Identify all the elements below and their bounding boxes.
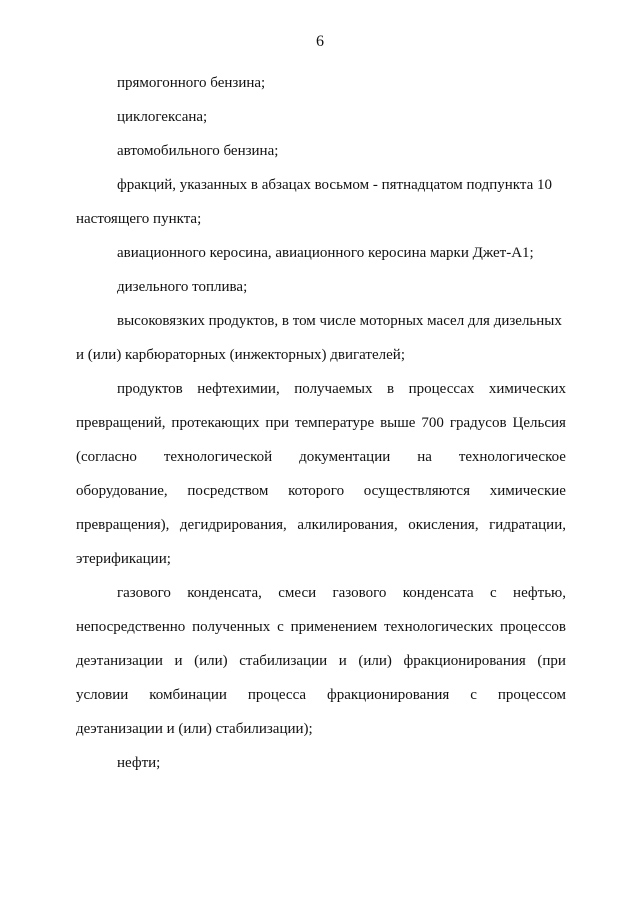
word: газового	[332, 585, 387, 601]
justified-line	[76, 610, 566, 644]
word: фракционирования	[327, 687, 450, 703]
word: технологических	[384, 619, 494, 635]
word: документации	[299, 449, 391, 465]
word: технологической	[163, 449, 273, 465]
paragraph-line: и (или) карбюраторных (инжекторных) двигателей;	[76, 347, 405, 363]
word: нефтехимии,	[197, 381, 280, 397]
word: 700	[421, 415, 444, 431]
word: и	[174, 653, 183, 669]
word: химические	[489, 483, 566, 499]
word: алкилирования,	[297, 517, 398, 533]
word: (при	[537, 653, 566, 669]
word: Цельсия	[512, 415, 566, 431]
word: гидратации,	[489, 517, 566, 533]
word: химических	[488, 381, 566, 397]
paragraph-fractions	[76, 168, 566, 236]
justified-line	[76, 372, 566, 406]
paragraph-line: дизельного топлива;	[117, 279, 248, 295]
paragraph-line: авиационного керосина, авиационного керосина марки Джет-А1;	[117, 245, 534, 261]
word: нефтью,	[513, 585, 566, 601]
justified-line	[76, 440, 566, 474]
word: с	[277, 619, 284, 635]
word: с	[470, 687, 477, 703]
paragraph-line: высоковязких продуктов, в том числе моторных масел для дизельных	[117, 313, 562, 329]
word: фракционирования	[403, 653, 526, 669]
word: выше	[380, 415, 416, 431]
word: (согласно	[76, 449, 137, 465]
word: конденсата,	[187, 585, 262, 601]
word: превращений,	[76, 415, 166, 431]
word: комбинации	[149, 687, 227, 703]
word: стабилизации	[239, 653, 328, 669]
justified-line	[76, 576, 566, 610]
paragraph-straight-run-gasoline	[76, 66, 566, 100]
word: применением	[290, 619, 378, 635]
word: осуществляются	[363, 483, 470, 499]
paragraph-line: деэтанизации и (или) стабилизации);	[76, 721, 313, 737]
paragraph-high-viscosity-products	[76, 304, 566, 372]
word: продуктов	[117, 381, 183, 397]
justified-line	[76, 644, 566, 678]
word: процесса	[247, 687, 307, 703]
word: получаемых	[294, 381, 373, 397]
paragraph-aviation-kerosene	[76, 236, 566, 270]
word: процессах	[408, 381, 475, 397]
paragraph-gas-condensate	[76, 576, 566, 746]
paragraph-line: прямогонного бензина;	[117, 75, 266, 91]
paragraph-line: циклогексана;	[117, 109, 208, 125]
word: конденсата	[402, 585, 474, 601]
word: посредством	[187, 483, 269, 499]
paragraph-line: фракций, указанных в абзацах восьмом - пятнадцатом подпункта 10	[117, 177, 553, 193]
word: окисления,	[408, 517, 479, 533]
paragraph-line: настоящего пункта;	[76, 211, 202, 227]
word: градусов	[449, 415, 507, 431]
word: смеси	[278, 585, 317, 601]
paragraph-line: автомобильного бензина;	[117, 143, 279, 159]
word: дегидрирования,	[179, 517, 287, 533]
word: при	[265, 415, 289, 431]
paragraph-line: нефти;	[117, 755, 161, 771]
word: газового	[117, 585, 171, 601]
word: с	[490, 585, 497, 601]
word: условии	[76, 687, 129, 703]
word: на	[417, 449, 432, 465]
page-number: 6	[316, 33, 324, 50]
word: деэтанизации	[76, 653, 163, 669]
word: оборудование,	[76, 483, 168, 499]
word: технологическое	[458, 449, 566, 465]
paragraph-oil	[76, 746, 566, 780]
word: процессов	[499, 619, 566, 635]
paragraph-petrochemical-products	[76, 372, 566, 576]
word: (или)	[194, 653, 228, 669]
word: процессом	[497, 687, 566, 703]
justified-line	[76, 474, 566, 508]
justified-line	[76, 406, 566, 440]
paragraph-diesel-fuel	[76, 270, 566, 304]
word: превращения),	[76, 517, 170, 533]
paragraph-cyclohexane	[76, 100, 566, 134]
word: непосредственно	[76, 619, 186, 635]
justified-line	[76, 508, 566, 542]
word: температуре	[294, 415, 375, 431]
paragraph-motor-gasoline	[76, 134, 566, 168]
word: которого	[288, 483, 345, 499]
word: полученных	[192, 619, 271, 635]
word: в	[387, 381, 395, 397]
word: и	[338, 653, 347, 669]
word: протекающих	[171, 415, 260, 431]
word: (или)	[358, 653, 392, 669]
justified-line	[76, 678, 566, 712]
paragraph-line: этерификации;	[76, 551, 171, 567]
